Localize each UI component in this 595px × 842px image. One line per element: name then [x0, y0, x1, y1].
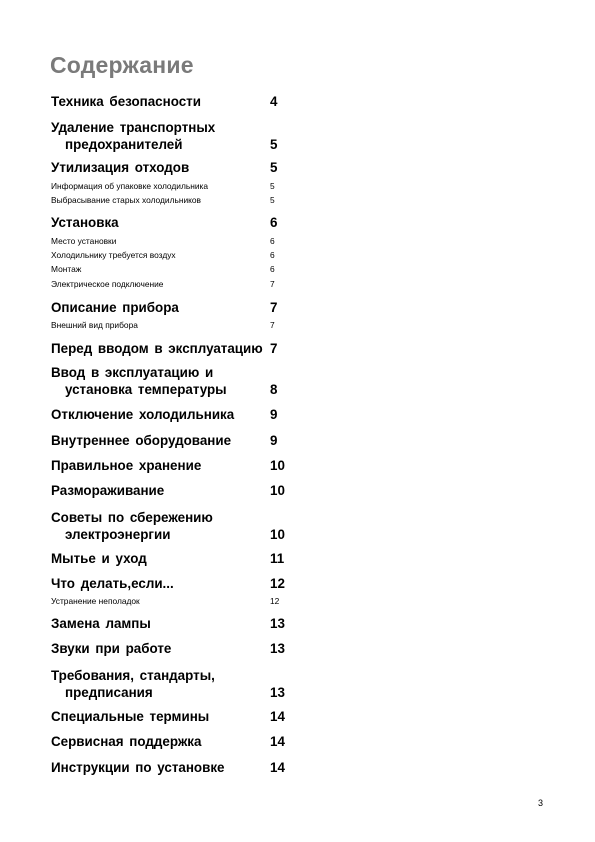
- toc-entry-page: 6: [270, 215, 278, 230]
- toc-entry-page: 13: [270, 685, 285, 700]
- toc-entry-page: 4: [270, 94, 278, 109]
- toc-entry-page: 6: [270, 264, 275, 274]
- toc-entry-page: 9: [270, 433, 278, 448]
- toc-entry-page: 13: [270, 641, 285, 656]
- toc-entry-page: 7: [270, 279, 275, 289]
- toc-entry-title: Внутреннее оборудование: [51, 433, 232, 448]
- toc-entry-title: Перед вводом в эксплуатацию: [51, 341, 263, 356]
- toc-entry-page: 7: [270, 320, 275, 330]
- toc-entry-title: Техника безопасности: [51, 94, 201, 109]
- toc-entry-page: 13: [270, 616, 285, 631]
- toc-entry-page: 7: [270, 341, 278, 356]
- toc-entry-title: Мытье и уход: [51, 551, 147, 566]
- toc-entry-title: Выбрасывание старых холодильников: [51, 195, 202, 205]
- toc-entry-page: 5: [270, 160, 278, 175]
- toc-entry-title: предохранителей: [65, 137, 183, 152]
- toc-entry-title: Описание прибора: [51, 300, 179, 315]
- toc-entry-title: Установка: [51, 215, 119, 230]
- toc-entry-title: Ввод в эксплуатацию и: [51, 365, 214, 380]
- toc-entry-title: установка температуры: [65, 382, 227, 397]
- toc-entry-page: 12: [270, 596, 280, 606]
- toc-entry-title: Что делать,если...: [51, 576, 174, 591]
- toc-entry-title: Электрическое подключение: [51, 279, 164, 289]
- toc-entry-page: 10: [270, 458, 285, 473]
- toc-entry-title: электроэнергии: [65, 527, 171, 542]
- toc-entry-page: 10: [270, 483, 285, 498]
- toc-entry-title: Советы по сбережению: [51, 510, 213, 525]
- toc-entry-title: Утилизация отходов: [51, 160, 190, 175]
- toc-entry-title: Информация об упаковке холодильника: [51, 181, 209, 191]
- toc-entry-page: 7: [270, 300, 278, 315]
- toc-entry-page: 11: [270, 551, 285, 566]
- toc-entry-title: Правильное хранение: [51, 458, 202, 473]
- toc-entry-page: 10: [270, 527, 285, 542]
- toc-entry-title: Замена лампы: [51, 616, 151, 631]
- toc-entry-page: 8: [270, 382, 278, 397]
- toc-entry-page: 5: [270, 181, 275, 191]
- toc-entry-title: Звуки при работе: [51, 641, 172, 656]
- toc-entry-title: Устранение неполадок: [51, 596, 140, 606]
- toc-entry-page: 12: [270, 576, 285, 591]
- toc-entry-title: Холодильнику требуется воздух: [51, 250, 176, 260]
- toc-entry-title: Специальные термины: [51, 709, 210, 724]
- toc-entry-page: 9: [270, 407, 278, 422]
- toc-entry-title: предписания: [65, 685, 153, 700]
- page-number: 3: [538, 798, 544, 808]
- toc-entry-title: Размораживание: [51, 483, 165, 498]
- toc-entry-page: 6: [270, 236, 275, 246]
- toc-entry-title: Монтаж: [51, 264, 82, 274]
- toc-entry-title: Инструкции по установке: [51, 760, 225, 775]
- toc-entry-page: 14: [270, 709, 285, 724]
- toc-entry-title: Сервисная поддержка: [51, 734, 202, 749]
- toc-entry-title: Удаление транспортных: [51, 120, 216, 135]
- toc-entry-title: Требования, стандарты,: [51, 668, 215, 683]
- toc-entry-page: 14: [270, 760, 285, 775]
- toc-entry-title: Отключение холодильника: [51, 407, 235, 422]
- page-title: Содержание: [50, 52, 194, 78]
- toc-entry-page: 14: [270, 734, 285, 749]
- toc-entry-page: 5: [270, 137, 278, 152]
- toc-entry-title: Место установки: [51, 236, 117, 246]
- toc-entry-page: 5: [270, 195, 275, 205]
- toc-entry-title: Внешний вид прибора: [51, 320, 138, 330]
- toc-entry-page: 6: [270, 250, 275, 260]
